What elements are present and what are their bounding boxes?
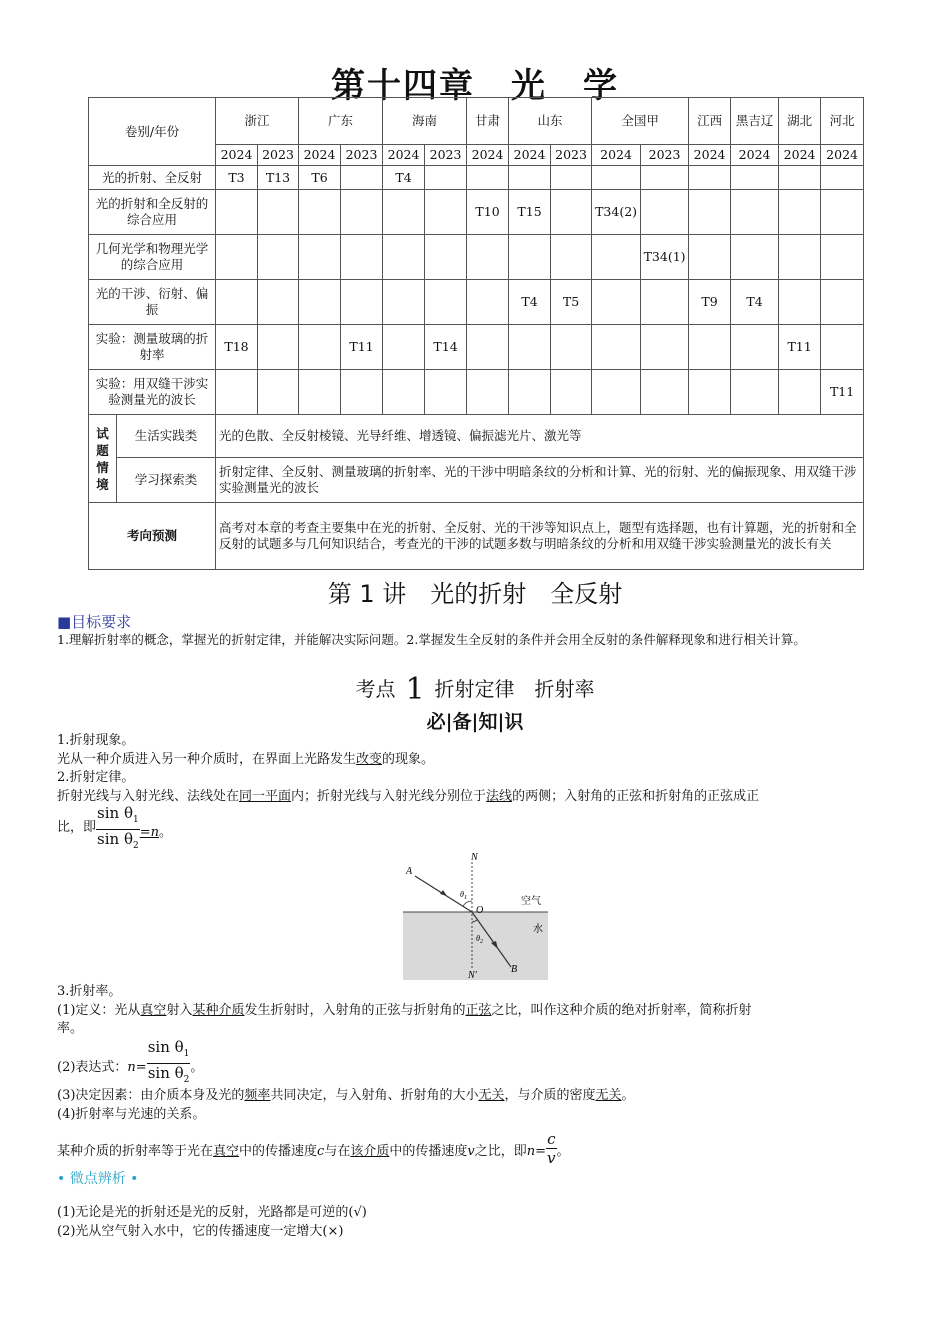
study-label: 学习探索类 — [117, 458, 216, 503]
table-cell: T4 — [383, 166, 425, 190]
table-cell — [731, 190, 779, 235]
table-cell — [821, 325, 864, 370]
year-cell: 2024 — [509, 145, 551, 166]
table-cell — [551, 370, 592, 415]
table-cell: T9 — [689, 280, 731, 325]
label-O: O — [476, 905, 484, 916]
region-header: 山东 — [509, 98, 592, 145]
table-row — [89, 280, 864, 325]
table-cell — [341, 370, 383, 415]
year-cell: 2023 — [551, 145, 592, 166]
label-N-prime: N′ — [468, 970, 477, 980]
table-cell — [689, 325, 731, 370]
p3-head: 3.折射率。 — [57, 984, 122, 999]
table-cell — [641, 190, 689, 235]
p3-definition-cont: 率。 — [57, 1021, 84, 1036]
table-cell — [821, 166, 864, 190]
table-cell — [689, 370, 731, 415]
year-cell: 2024 — [383, 145, 425, 166]
kaodian-title: 考点 1 折射定律 折射率 — [355, 672, 595, 707]
table-cell — [641, 370, 689, 415]
table-cell — [509, 370, 551, 415]
table-cell — [467, 370, 509, 415]
angle1-arc — [463, 901, 472, 906]
life-label: 生活实践类 — [117, 415, 216, 458]
table-cell — [299, 190, 341, 235]
table-row — [89, 235, 864, 280]
table-cell — [383, 190, 425, 235]
table-cell — [216, 280, 258, 325]
scenario-label: 试题情境 — [89, 415, 117, 503]
year-cell: 2024 — [592, 145, 641, 166]
snell-formula: 比，即 $\frac{\sin \theta_1}{\sin \theta_2}$ =n。 — [57, 804, 173, 851]
table-cell — [299, 280, 341, 325]
table-cell: T3 — [216, 166, 258, 190]
p3-expression: (2)表达式：n= $\frac{\sin \theta_1}{\sin \theta_2}$ 。 — [57, 1038, 204, 1085]
row-label: 实验：测量玻璃的折射率 — [89, 325, 216, 370]
table-cell — [592, 166, 641, 190]
table-cell: T11 — [779, 325, 821, 370]
table-cell — [383, 280, 425, 325]
year-cell: 2023 — [641, 145, 689, 166]
table-cell — [779, 190, 821, 235]
region-header: 广东 — [299, 98, 383, 145]
study-text: 折射定律、全反射、测量玻璃的折射率、光的干涉中明暗条纹的分析和计算、光的衍射、光的偏振现象、用双缝干涉实验测量光的波长 — [216, 458, 864, 503]
year-cell: 2023 — [341, 145, 383, 166]
goal-text: 1.理解折射率的概念，掌握光的折射定律，并能解决实际问题。2.掌握发生全反射的条件并会用全反射的条件解释现象和进行相关计算。 — [57, 632, 806, 647]
incident-arrow — [440, 890, 447, 896]
forecast-label: 考向预测 — [89, 503, 216, 570]
table-cell — [731, 235, 779, 280]
year-cell: 2024 — [216, 145, 258, 166]
table-cell — [425, 190, 467, 235]
table-cell: T34(2) — [592, 190, 641, 235]
table-cell: T4 — [731, 280, 779, 325]
region-header: 江西 — [689, 98, 731, 145]
table-cell — [467, 280, 509, 325]
table-cell — [551, 325, 592, 370]
year-cell: 2023 — [258, 145, 299, 166]
table-cell — [509, 235, 551, 280]
p3-speed-relation: (4)折射率与光速的关系。 — [57, 1107, 206, 1122]
weidian-heading: • 微点辨析 • — [57, 1171, 139, 1187]
year-cell: 2024 — [821, 145, 864, 166]
table-cell: T18 — [216, 325, 258, 370]
table-cell — [425, 370, 467, 415]
knowledge-heading: 必|备|知|识 — [426, 711, 524, 733]
table-cell: T34(1) — [641, 235, 689, 280]
p1-head: 1.折射现象。 — [57, 733, 135, 748]
table-cell — [216, 235, 258, 280]
table-cell — [731, 166, 779, 190]
table-cell — [383, 325, 425, 370]
table-cell — [821, 235, 864, 280]
label-air: 空气 — [521, 896, 541, 907]
table-cell — [509, 325, 551, 370]
year-cell: 2024 — [299, 145, 341, 166]
table-cell — [592, 235, 641, 280]
table-cell: T11 — [341, 325, 383, 370]
lesson-title: 第 1 讲 光的折射 全反射 — [327, 580, 623, 608]
table-row — [89, 190, 864, 235]
table-row — [89, 325, 864, 370]
label-N: N — [471, 852, 478, 863]
table-cell — [299, 370, 341, 415]
table-cell — [779, 280, 821, 325]
region-header: 河北 — [821, 98, 864, 145]
table-cell — [821, 190, 864, 235]
table-cell — [551, 166, 592, 190]
judgement-1: (1)无论是光的折射还是光的反射，光路都是可逆的(√) — [57, 1205, 367, 1220]
label-A: A — [406, 866, 413, 877]
table-cell — [425, 166, 467, 190]
table-cell — [689, 190, 731, 235]
table-row — [89, 166, 864, 190]
table-cell — [551, 235, 592, 280]
table-cell: T10 — [467, 190, 509, 235]
year-cell: 2024 — [779, 145, 821, 166]
row-label: 实验：用双缝干涉实验测量光的波长 — [89, 370, 216, 415]
exam-distribution-table — [88, 97, 864, 570]
table-cell — [689, 235, 731, 280]
table-cell — [641, 280, 689, 325]
table-cell — [467, 166, 509, 190]
p2-text: 折射光线与入射光线、法线处在同一平面内；折射光线与入射光线分别位于法线的两侧；入射角的正弦和折射角的正弦成正 — [57, 789, 760, 804]
region-header: 湖北 — [779, 98, 821, 145]
row-label: 光的折射、全反射 — [89, 166, 216, 190]
table-cell — [299, 235, 341, 280]
row-label: 几何光学和物理光学的综合应用 — [89, 235, 216, 280]
table-cell — [341, 166, 383, 190]
table-cell — [779, 370, 821, 415]
p3-factors: (3)决定因素：由介质本身及光的频率共同决定，与入射角、折射角的大小无关，与介质的密度无关。 — [57, 1088, 635, 1103]
p2-head: 2.折射定律。 — [57, 770, 135, 785]
table-cell — [731, 370, 779, 415]
table-cell — [341, 190, 383, 235]
table-row — [89, 370, 864, 415]
chapter-title: 第十四章 光 学 — [331, 66, 619, 106]
table-cell — [641, 325, 689, 370]
forecast-text: 高考对本章的考查主要集中在光的折射、全反射、光的干涉等知识点上，题型有选择题，也有计算题，光的折射和全反射的试题多与几何知识结合，考查光的干涉的试题多数与明暗条纹的分析和用双缝干涉实验测量光的波长有关 — [216, 503, 864, 570]
label-theta1: $\theta_1$ — [460, 890, 467, 901]
region-header: 浙江 — [216, 98, 299, 145]
table-cell — [216, 370, 258, 415]
table-cell: T5 — [551, 280, 592, 325]
table-cell — [641, 166, 689, 190]
year-cell: 2024 — [467, 145, 509, 166]
table-cell — [216, 190, 258, 235]
table-cell — [592, 370, 641, 415]
table-cell — [258, 190, 299, 235]
corner-header: 卷别/年份 — [89, 98, 216, 166]
table-cell — [779, 235, 821, 280]
table-cell — [467, 325, 509, 370]
table-cell — [731, 325, 779, 370]
year-cell: 2024 — [731, 145, 779, 166]
table-cell — [592, 325, 641, 370]
table-cell — [779, 166, 821, 190]
table-cell — [341, 235, 383, 280]
table-cell — [383, 235, 425, 280]
table-cell — [592, 280, 641, 325]
year-cell: 2024 — [689, 145, 731, 166]
label-B: B — [511, 964, 518, 975]
table-cell — [425, 280, 467, 325]
p3-definition: (1)定义：光从真空射入某种介质发生折射时，入射角的正弦与折射角的正弦之比，叫作这种介质的绝对折射率，简称折射 — [57, 1003, 752, 1018]
table-cell: T11 — [821, 370, 864, 415]
region-header: 甘肃 — [467, 98, 509, 145]
judgement-2: (2)光从空气射入水中，它的传播速度一定增大(×) — [57, 1224, 344, 1239]
row-label: 光的干涉、衍射、偏振 — [89, 280, 216, 325]
refraction-diagram — [403, 850, 548, 980]
table-cell — [258, 235, 299, 280]
life-text: 光的色散、全反射棱镜、光导纤维、增透镜、偏振滤光片、激光等 — [216, 415, 864, 458]
table-cell: T13 — [258, 166, 299, 190]
table-cell — [551, 190, 592, 235]
table-cell — [467, 235, 509, 280]
region-header: 海南 — [383, 98, 467, 145]
table-cell — [383, 370, 425, 415]
table-cell: T4 — [509, 280, 551, 325]
table-cell — [821, 280, 864, 325]
table-cell: T6 — [299, 166, 341, 190]
table-cell: T15 — [509, 190, 551, 235]
row-label: 光的折射和全反射的综合应用 — [89, 190, 216, 235]
label-theta2: $\theta_2$ — [476, 934, 483, 945]
table-cell — [341, 280, 383, 325]
table-cell — [509, 166, 551, 190]
table-cell — [258, 280, 299, 325]
region-header: 黑吉辽 — [731, 98, 779, 145]
year-cell: 2023 — [425, 145, 467, 166]
table-cell — [258, 325, 299, 370]
table-cell: T14 — [425, 325, 467, 370]
region-header: 全国甲 — [592, 98, 689, 145]
label-water: 水 — [533, 924, 543, 935]
goal-heading: ■目标要求 — [57, 613, 132, 631]
table-cell — [425, 235, 467, 280]
table-cell — [689, 166, 731, 190]
p3-speed-formula: 某种介质的折射率等于光在真空中的传播速度c与在该介质中的传播速度v之比，即n= $\frac{c}{v}$ 。 — [57, 1130, 570, 1167]
table-cell — [258, 370, 299, 415]
p1-text: 光从一种介质进入另一种介质时，在界面上光路发生改变的现象。 — [57, 752, 435, 767]
table-cell — [299, 325, 341, 370]
